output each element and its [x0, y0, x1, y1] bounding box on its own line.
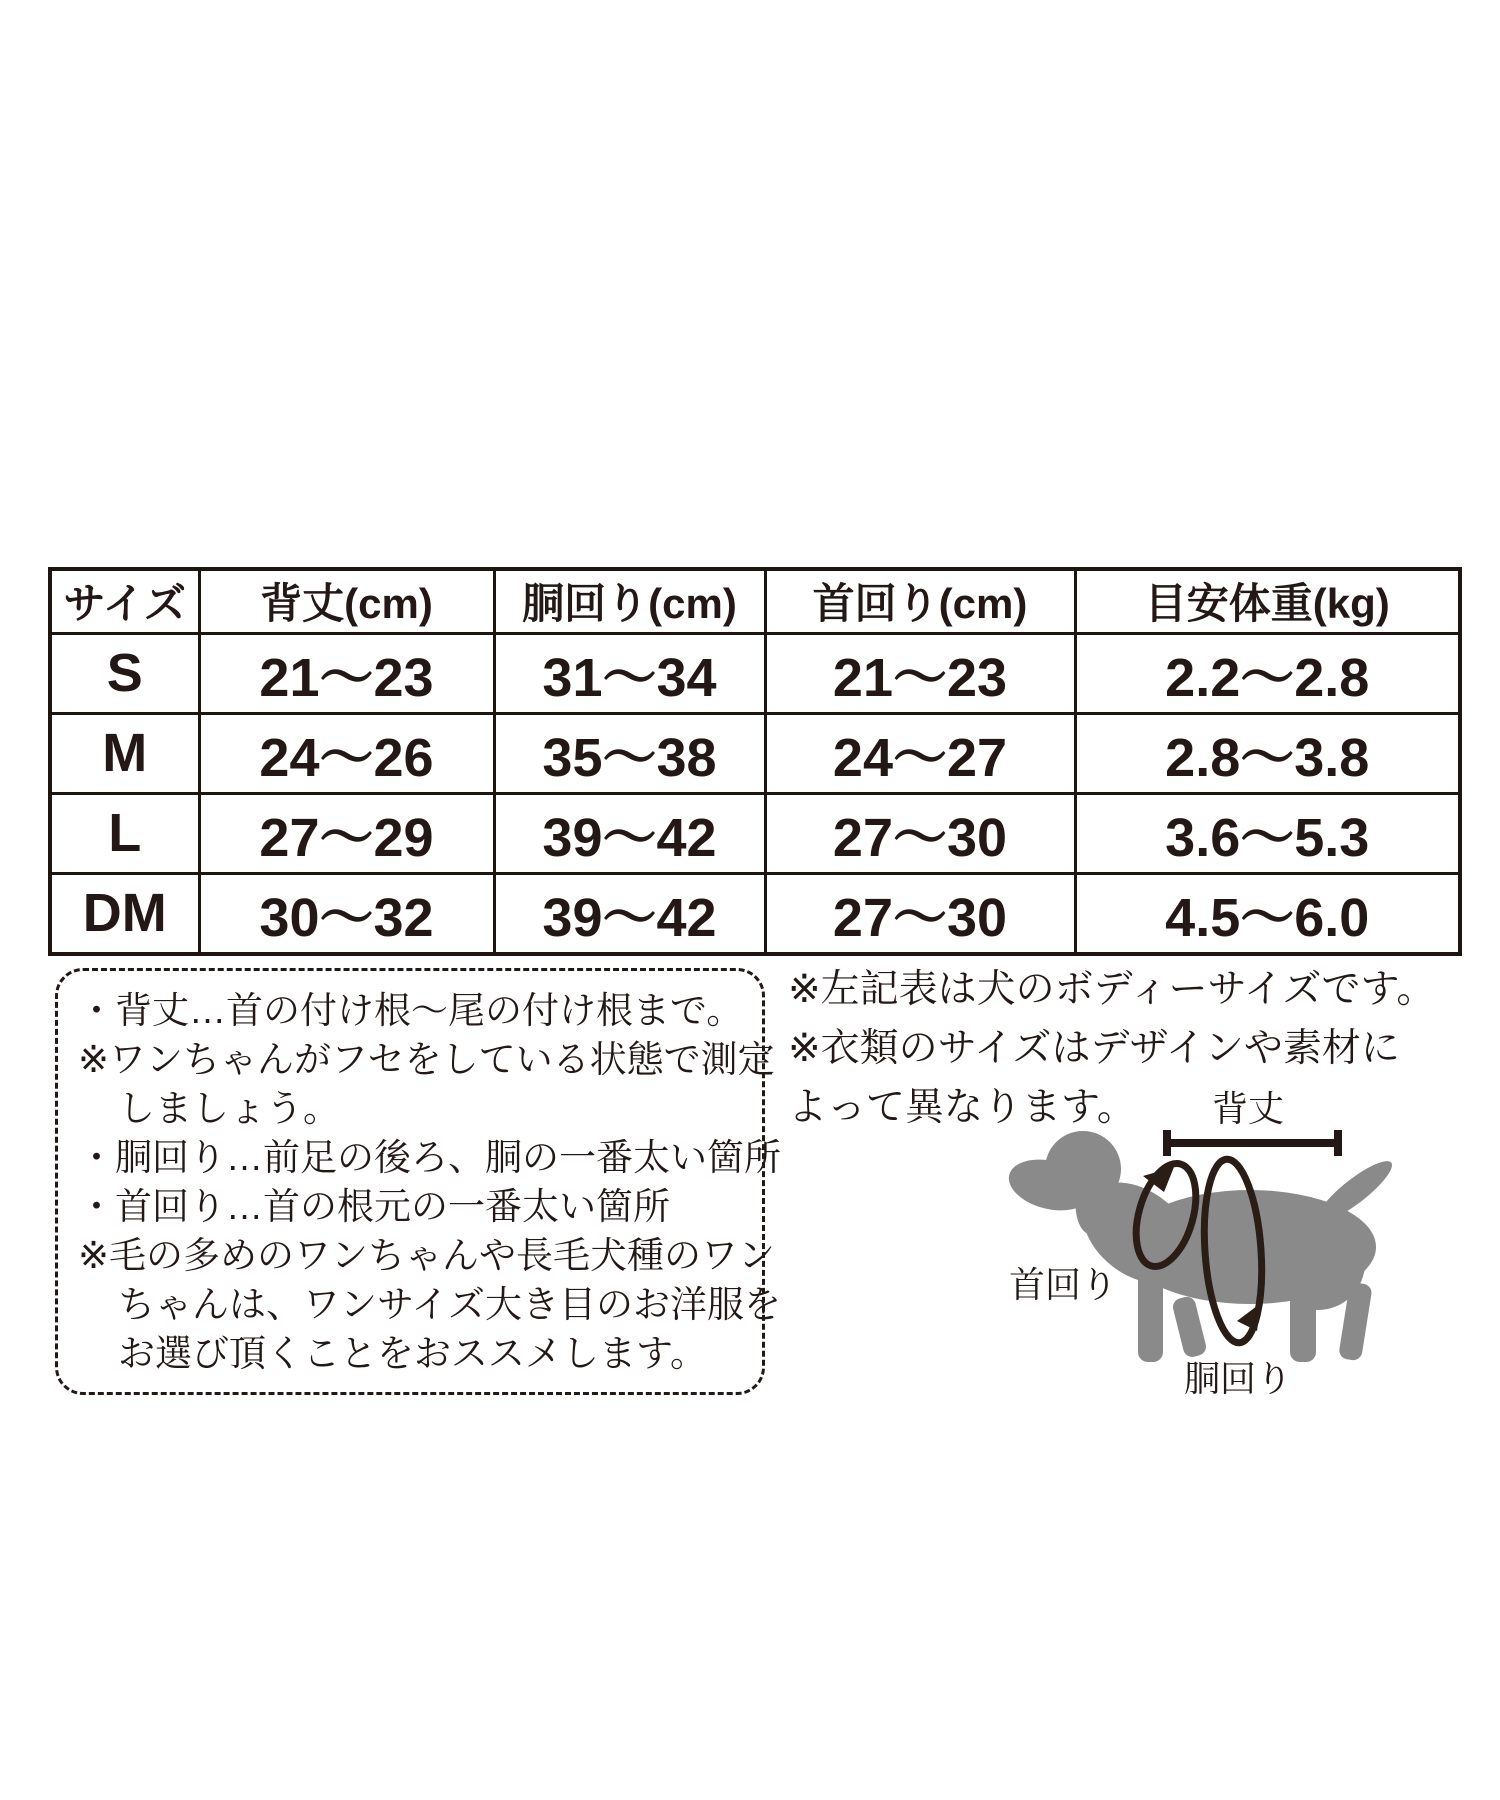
note-long-hair-2: ちゃんは、ワンサイズ大き目のお洋服を: [118, 1284, 782, 1325]
cell-neck: 21〜23: [765, 633, 1075, 713]
table-row-l: [50, 793, 1460, 873]
back-length-label: 背丈: [1211, 1088, 1285, 1129]
note-girth: ・胴回り…前足の後ろ、胴の一番太い箇所: [78, 1137, 781, 1178]
note-measure-posture: ※ワンちゃんがフセをしている状態で測定: [78, 1039, 775, 1080]
header-weight: 目安体重(kg): [1075, 569, 1460, 633]
cell-size: M: [50, 713, 199, 793]
girth-label: 胴回り: [1183, 1358, 1293, 1399]
cell-girth: 35〜38: [494, 713, 765, 793]
note-measure-posture-2: しましょう。: [118, 1088, 340, 1129]
table-row-s: [50, 633, 1460, 713]
note-back-length: ・背丈…首の付け根〜尾の付け根まで。: [78, 990, 744, 1031]
cell-back: 21〜23: [199, 633, 494, 713]
girth-arrow-icon: [1237, 1303, 1261, 1331]
cell-girth: 39〜42: [494, 793, 765, 873]
cell-weight: 2.8〜3.8: [1075, 713, 1460, 793]
cell-neck: 24〜27: [765, 713, 1075, 793]
side-note-body-size: ※左記表は犬のボディーサイズです。: [788, 968, 1436, 1011]
dog-measurement-diagram: [950, 1075, 1470, 1415]
measurement-notes-box: [55, 968, 782, 1395]
cell-size: S: [50, 633, 199, 713]
cell-girth: 31〜34: [494, 633, 765, 713]
table-row-m: [50, 713, 1460, 793]
cell-weight: 4.5〜6.0: [1075, 873, 1460, 954]
table-header-row: [50, 569, 1460, 633]
cell-weight: 2.2〜2.8: [1075, 633, 1460, 713]
cell-neck: 27〜30: [765, 793, 1075, 873]
side-note-garment-size: ※衣類のサイズはデザインや素材に: [788, 1027, 1400, 1070]
cell-neck: 27〜30: [765, 873, 1075, 954]
note-neck: ・首回り…首の根元の一番太い箇所: [78, 1186, 670, 1227]
side-note-garment-size-2: よって異なります。: [788, 1086, 1136, 1129]
cell-back: 27〜29: [199, 793, 494, 873]
dog-silhouette-icon: [1003, 1131, 1398, 1362]
note-long-hair: ※毛の多めのワンちゃんや長毛犬種のワン: [78, 1235, 776, 1276]
cell-back: 30〜32: [199, 873, 494, 954]
table-row-dm: [50, 873, 1460, 954]
note-long-hair-3: お選び頂くことをおススメします。: [118, 1333, 708, 1374]
neck-label: 首回り: [1008, 1264, 1118, 1305]
header-size: サイズ: [50, 569, 199, 633]
size-table: [48, 567, 1462, 956]
cell-weight: 3.6〜5.3: [1075, 793, 1460, 873]
cell-size: DM: [50, 873, 199, 954]
header-girth: 胴回り(cm): [494, 569, 765, 633]
header-back: 背丈(cm): [199, 569, 494, 633]
cell-girth: 39〜42: [494, 873, 765, 954]
cell-size: L: [50, 793, 199, 873]
header-neck: 首回り(cm): [765, 569, 1075, 633]
cell-back: 24〜26: [199, 713, 494, 793]
back-length-measure-line: [1167, 1130, 1338, 1156]
